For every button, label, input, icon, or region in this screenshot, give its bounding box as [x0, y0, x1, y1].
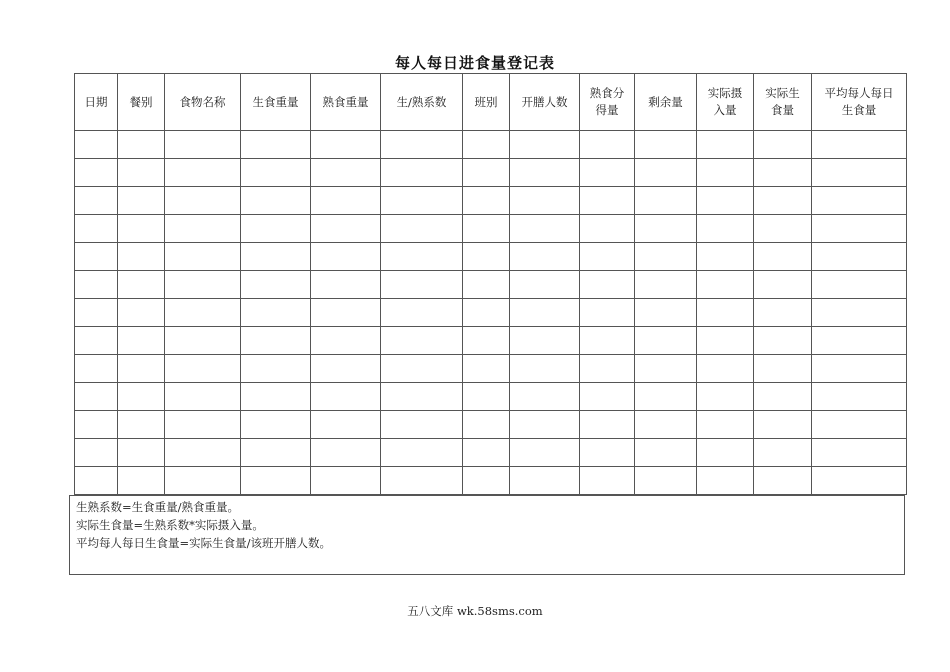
table-cell[interactable] — [697, 131, 754, 159]
table-cell[interactable] — [118, 243, 165, 271]
table-cell[interactable] — [754, 131, 812, 159]
table-cell[interactable] — [812, 383, 907, 411]
table-cell[interactable] — [697, 299, 754, 327]
table-cell[interactable] — [311, 187, 381, 215]
table-cell[interactable] — [241, 327, 311, 355]
table-cell[interactable] — [635, 383, 697, 411]
header-cell — [118, 74, 165, 131]
table-cell[interactable] — [510, 131, 580, 159]
table-cell[interactable] — [311, 159, 381, 187]
table-row — [75, 327, 907, 355]
table-cell[interactable] — [381, 439, 463, 467]
table-cell[interactable] — [311, 467, 381, 495]
header-cell — [754, 74, 812, 131]
table-cell[interactable] — [165, 187, 241, 215]
table-cell[interactable] — [241, 383, 311, 411]
table-cell[interactable] — [510, 411, 580, 439]
table-row — [75, 439, 907, 467]
header-label: 生/熟系数 — [396, 94, 447, 109]
table-cell[interactable] — [75, 159, 118, 187]
table-row — [75, 467, 907, 495]
header-label: 班别 — [474, 94, 498, 109]
table-cell[interactable] — [510, 467, 580, 495]
table-cell[interactable] — [812, 355, 907, 383]
table-cell[interactable] — [241, 187, 311, 215]
table-cell[interactable] — [118, 299, 165, 327]
table-row — [75, 215, 907, 243]
table-cell[interactable] — [635, 299, 697, 327]
header-cell — [75, 74, 118, 131]
table-cell[interactable] — [463, 187, 510, 215]
table-cell[interactable] — [118, 383, 165, 411]
table-cell[interactable] — [75, 131, 118, 159]
table-cell[interactable] — [812, 243, 907, 271]
table-cell[interactable] — [165, 439, 241, 467]
table-cell[interactable] — [463, 215, 510, 243]
table-cell[interactable] — [381, 215, 463, 243]
table-cell[interactable] — [311, 411, 381, 439]
header-cell — [463, 74, 510, 131]
table-cell[interactable] — [463, 355, 510, 383]
table-cell[interactable] — [812, 327, 907, 355]
table-cell[interactable] — [635, 243, 697, 271]
header-label: 实际摄 入量 — [707, 86, 743, 117]
table-cell[interactable] — [165, 467, 241, 495]
table-cell[interactable] — [165, 327, 241, 355]
table-cell[interactable] — [754, 411, 812, 439]
table-cell[interactable] — [463, 271, 510, 299]
table-row — [75, 271, 907, 299]
table-cell[interactable] — [381, 271, 463, 299]
header-cell — [165, 74, 241, 131]
table-cell[interactable] — [75, 243, 118, 271]
table-cell[interactable] — [311, 299, 381, 327]
table-cell[interactable] — [118, 271, 165, 299]
table-cell[interactable] — [754, 271, 812, 299]
table-cell[interactable] — [635, 215, 697, 243]
table-cell[interactable] — [381, 467, 463, 495]
watermark-footer: 五八文库 wk.58sms.com — [407, 604, 543, 618]
header-cell — [311, 74, 381, 131]
table-cell[interactable] — [463, 159, 510, 187]
note-line: 平均每人每日生食量=实际生食量/该班开膳人数。 — [76, 536, 332, 550]
table-row — [75, 383, 907, 411]
table-cell[interactable] — [697, 215, 754, 243]
table-cell[interactable] — [463, 327, 510, 355]
table-cell[interactable] — [241, 467, 311, 495]
table-cell[interactable] — [510, 327, 580, 355]
table-cell[interactable] — [311, 439, 381, 467]
header-cell — [812, 74, 907, 131]
header-label: 生食重量 — [252, 94, 299, 109]
table-cell[interactable] — [754, 467, 812, 495]
table-cell[interactable] — [118, 355, 165, 383]
table-cell[interactable] — [311, 243, 381, 271]
table-cell[interactable] — [381, 411, 463, 439]
table-cell[interactable] — [311, 383, 381, 411]
table-cell[interactable] — [510, 159, 580, 187]
table-cell[interactable] — [311, 215, 381, 243]
table-cell[interactable] — [812, 159, 907, 187]
table-cell[interactable] — [635, 411, 697, 439]
table-cell[interactable] — [463, 439, 510, 467]
table-row — [75, 187, 907, 215]
table-row — [75, 299, 907, 327]
header-label: 食物名称 — [179, 94, 226, 109]
table-cell[interactable] — [635, 159, 697, 187]
table-cell[interactable] — [580, 271, 635, 299]
table-cell[interactable] — [75, 383, 118, 411]
table-cell[interactable] — [463, 131, 510, 159]
table-cell[interactable] — [754, 243, 812, 271]
table-cell[interactable] — [635, 131, 697, 159]
table-row — [75, 243, 907, 271]
table-cell[interactable] — [812, 271, 907, 299]
table-cell[interactable] — [580, 467, 635, 495]
table-cell[interactable] — [580, 131, 635, 159]
table-cell[interactable] — [381, 187, 463, 215]
table-cell[interactable] — [75, 215, 118, 243]
table-cell[interactable] — [580, 411, 635, 439]
notes-box — [69, 495, 905, 575]
table-row — [75, 411, 907, 439]
table-cell[interactable] — [697, 383, 754, 411]
table-cell[interactable] — [580, 299, 635, 327]
table-cell[interactable] — [754, 159, 812, 187]
header-row — [75, 74, 907, 131]
table-cell[interactable] — [118, 187, 165, 215]
table-cell[interactable] — [697, 327, 754, 355]
table-cell[interactable] — [118, 327, 165, 355]
table-cell[interactable] — [580, 243, 635, 271]
table-cell[interactable] — [510, 187, 580, 215]
table-cell[interactable] — [697, 411, 754, 439]
table-cell[interactable] — [241, 411, 311, 439]
table-cell[interactable] — [812, 411, 907, 439]
table-cell[interactable] — [697, 187, 754, 215]
header-label: 平均每人每日 生食量 — [824, 86, 894, 117]
table-cell[interactable] — [697, 159, 754, 187]
table-cell[interactable] — [118, 159, 165, 187]
table-cell[interactable] — [75, 299, 118, 327]
table-cell[interactable] — [635, 355, 697, 383]
table-cell[interactable] — [241, 131, 311, 159]
table-cell[interactable] — [118, 411, 165, 439]
table-cell[interactable] — [812, 215, 907, 243]
header-label: 日期 — [84, 94, 108, 109]
table-row — [75, 159, 907, 187]
table-cell[interactable] — [510, 383, 580, 411]
header-label: 餐别 — [129, 94, 153, 109]
header-cell — [381, 74, 463, 131]
table-cell[interactable] — [75, 411, 118, 439]
header-label: 实际生 食量 — [765, 86, 800, 117]
table-row — [75, 131, 907, 159]
table-cell[interactable] — [165, 159, 241, 187]
intake-log-table — [74, 73, 907, 495]
table-cell[interactable] — [580, 187, 635, 215]
table-cell[interactable] — [381, 299, 463, 327]
table-cell[interactable] — [697, 355, 754, 383]
table-cell[interactable] — [75, 355, 118, 383]
table-cell[interactable] — [812, 187, 907, 215]
table-cell[interactable] — [754, 355, 812, 383]
table-cell[interactable] — [165, 131, 241, 159]
table-cell[interactable] — [697, 439, 754, 467]
table-cell[interactable] — [697, 243, 754, 271]
table-cell[interactable] — [165, 355, 241, 383]
table-cell[interactable] — [311, 355, 381, 383]
header-cell — [697, 74, 754, 131]
header-cell — [510, 74, 580, 131]
table-cell[interactable] — [241, 215, 311, 243]
table-cell[interactable] — [118, 215, 165, 243]
table-cell[interactable] — [75, 271, 118, 299]
table-cell[interactable] — [75, 327, 118, 355]
table-cell[interactable] — [580, 439, 635, 467]
table-cell[interactable] — [311, 131, 381, 159]
header-label: 开膳人数 — [521, 94, 568, 109]
table-cell[interactable] — [812, 467, 907, 495]
table-cell[interactable] — [165, 215, 241, 243]
table-cell[interactable] — [381, 355, 463, 383]
table-cell[interactable] — [118, 131, 165, 159]
table-cell[interactable] — [812, 299, 907, 327]
table-cell[interactable] — [510, 243, 580, 271]
table-cell[interactable] — [697, 271, 754, 299]
table-cell[interactable] — [635, 467, 697, 495]
header-label: 熟食分 得量 — [589, 86, 625, 117]
table-cell[interactable] — [241, 159, 311, 187]
table-cell[interactable] — [754, 215, 812, 243]
table-cell[interactable] — [241, 243, 311, 271]
table-cell[interactable] — [510, 355, 580, 383]
table-cell[interactable] — [118, 467, 165, 495]
table-cell[interactable] — [118, 439, 165, 467]
table-cell[interactable] — [754, 327, 812, 355]
table-cell[interactable] — [165, 243, 241, 271]
table-cell[interactable] — [381, 327, 463, 355]
table-cell[interactable] — [75, 187, 118, 215]
table-cell[interactable] — [635, 271, 697, 299]
table-cell[interactable] — [580, 327, 635, 355]
table-cell[interactable] — [463, 299, 510, 327]
table-cell[interactable] — [165, 299, 241, 327]
note-line: 实际生食量=生熟系数*实际摄入量。 — [76, 518, 264, 532]
table-cell[interactable] — [754, 383, 812, 411]
header-cell — [635, 74, 697, 131]
table-cell[interactable] — [311, 271, 381, 299]
table-body — [75, 131, 907, 495]
table-cell[interactable] — [75, 467, 118, 495]
table-cell[interactable] — [754, 439, 812, 467]
table-cell[interactable] — [381, 243, 463, 271]
table-cell[interactable] — [165, 271, 241, 299]
table-cell[interactable] — [510, 271, 580, 299]
table-cell[interactable] — [241, 439, 311, 467]
table-cell[interactable] — [580, 159, 635, 187]
table-cell[interactable] — [697, 467, 754, 495]
table-cell[interactable] — [241, 355, 311, 383]
table-cell[interactable] — [241, 299, 311, 327]
note-line: 生熟系数=生食重量/熟食重量。 — [76, 500, 240, 514]
table-cell[interactable] — [165, 411, 241, 439]
table-cell[interactable] — [510, 299, 580, 327]
table-cell[interactable] — [381, 159, 463, 187]
table-cell[interactable] — [580, 355, 635, 383]
table-cell[interactable] — [580, 383, 635, 411]
table-cell[interactable] — [381, 383, 463, 411]
table-cell[interactable] — [510, 439, 580, 467]
table-cell[interactable] — [463, 383, 510, 411]
form-title: 每人每日进食量登记表 — [394, 54, 555, 72]
table-cell[interactable] — [580, 215, 635, 243]
table-cell[interactable] — [812, 131, 907, 159]
header-cell — [241, 74, 311, 131]
header-label: 剩余量 — [648, 94, 683, 109]
table-cell[interactable] — [463, 467, 510, 495]
table-cell[interactable] — [463, 411, 510, 439]
table-cell[interactable] — [311, 327, 381, 355]
table-row — [75, 355, 907, 383]
table-cell[interactable] — [754, 299, 812, 327]
table-cell[interactable] — [510, 215, 580, 243]
header-cell — [580, 74, 635, 131]
table-cell[interactable] — [463, 243, 510, 271]
table-cell[interactable] — [635, 327, 697, 355]
table-cell[interactable] — [241, 271, 311, 299]
table-cell[interactable] — [381, 131, 463, 159]
table-cell[interactable] — [754, 187, 812, 215]
table-cell[interactable] — [75, 439, 118, 467]
table-cell[interactable] — [635, 187, 697, 215]
table-cell[interactable] — [165, 383, 241, 411]
header-label: 熟食重量 — [322, 94, 369, 109]
table-cell[interactable] — [812, 439, 907, 467]
table-cell[interactable] — [635, 439, 697, 467]
